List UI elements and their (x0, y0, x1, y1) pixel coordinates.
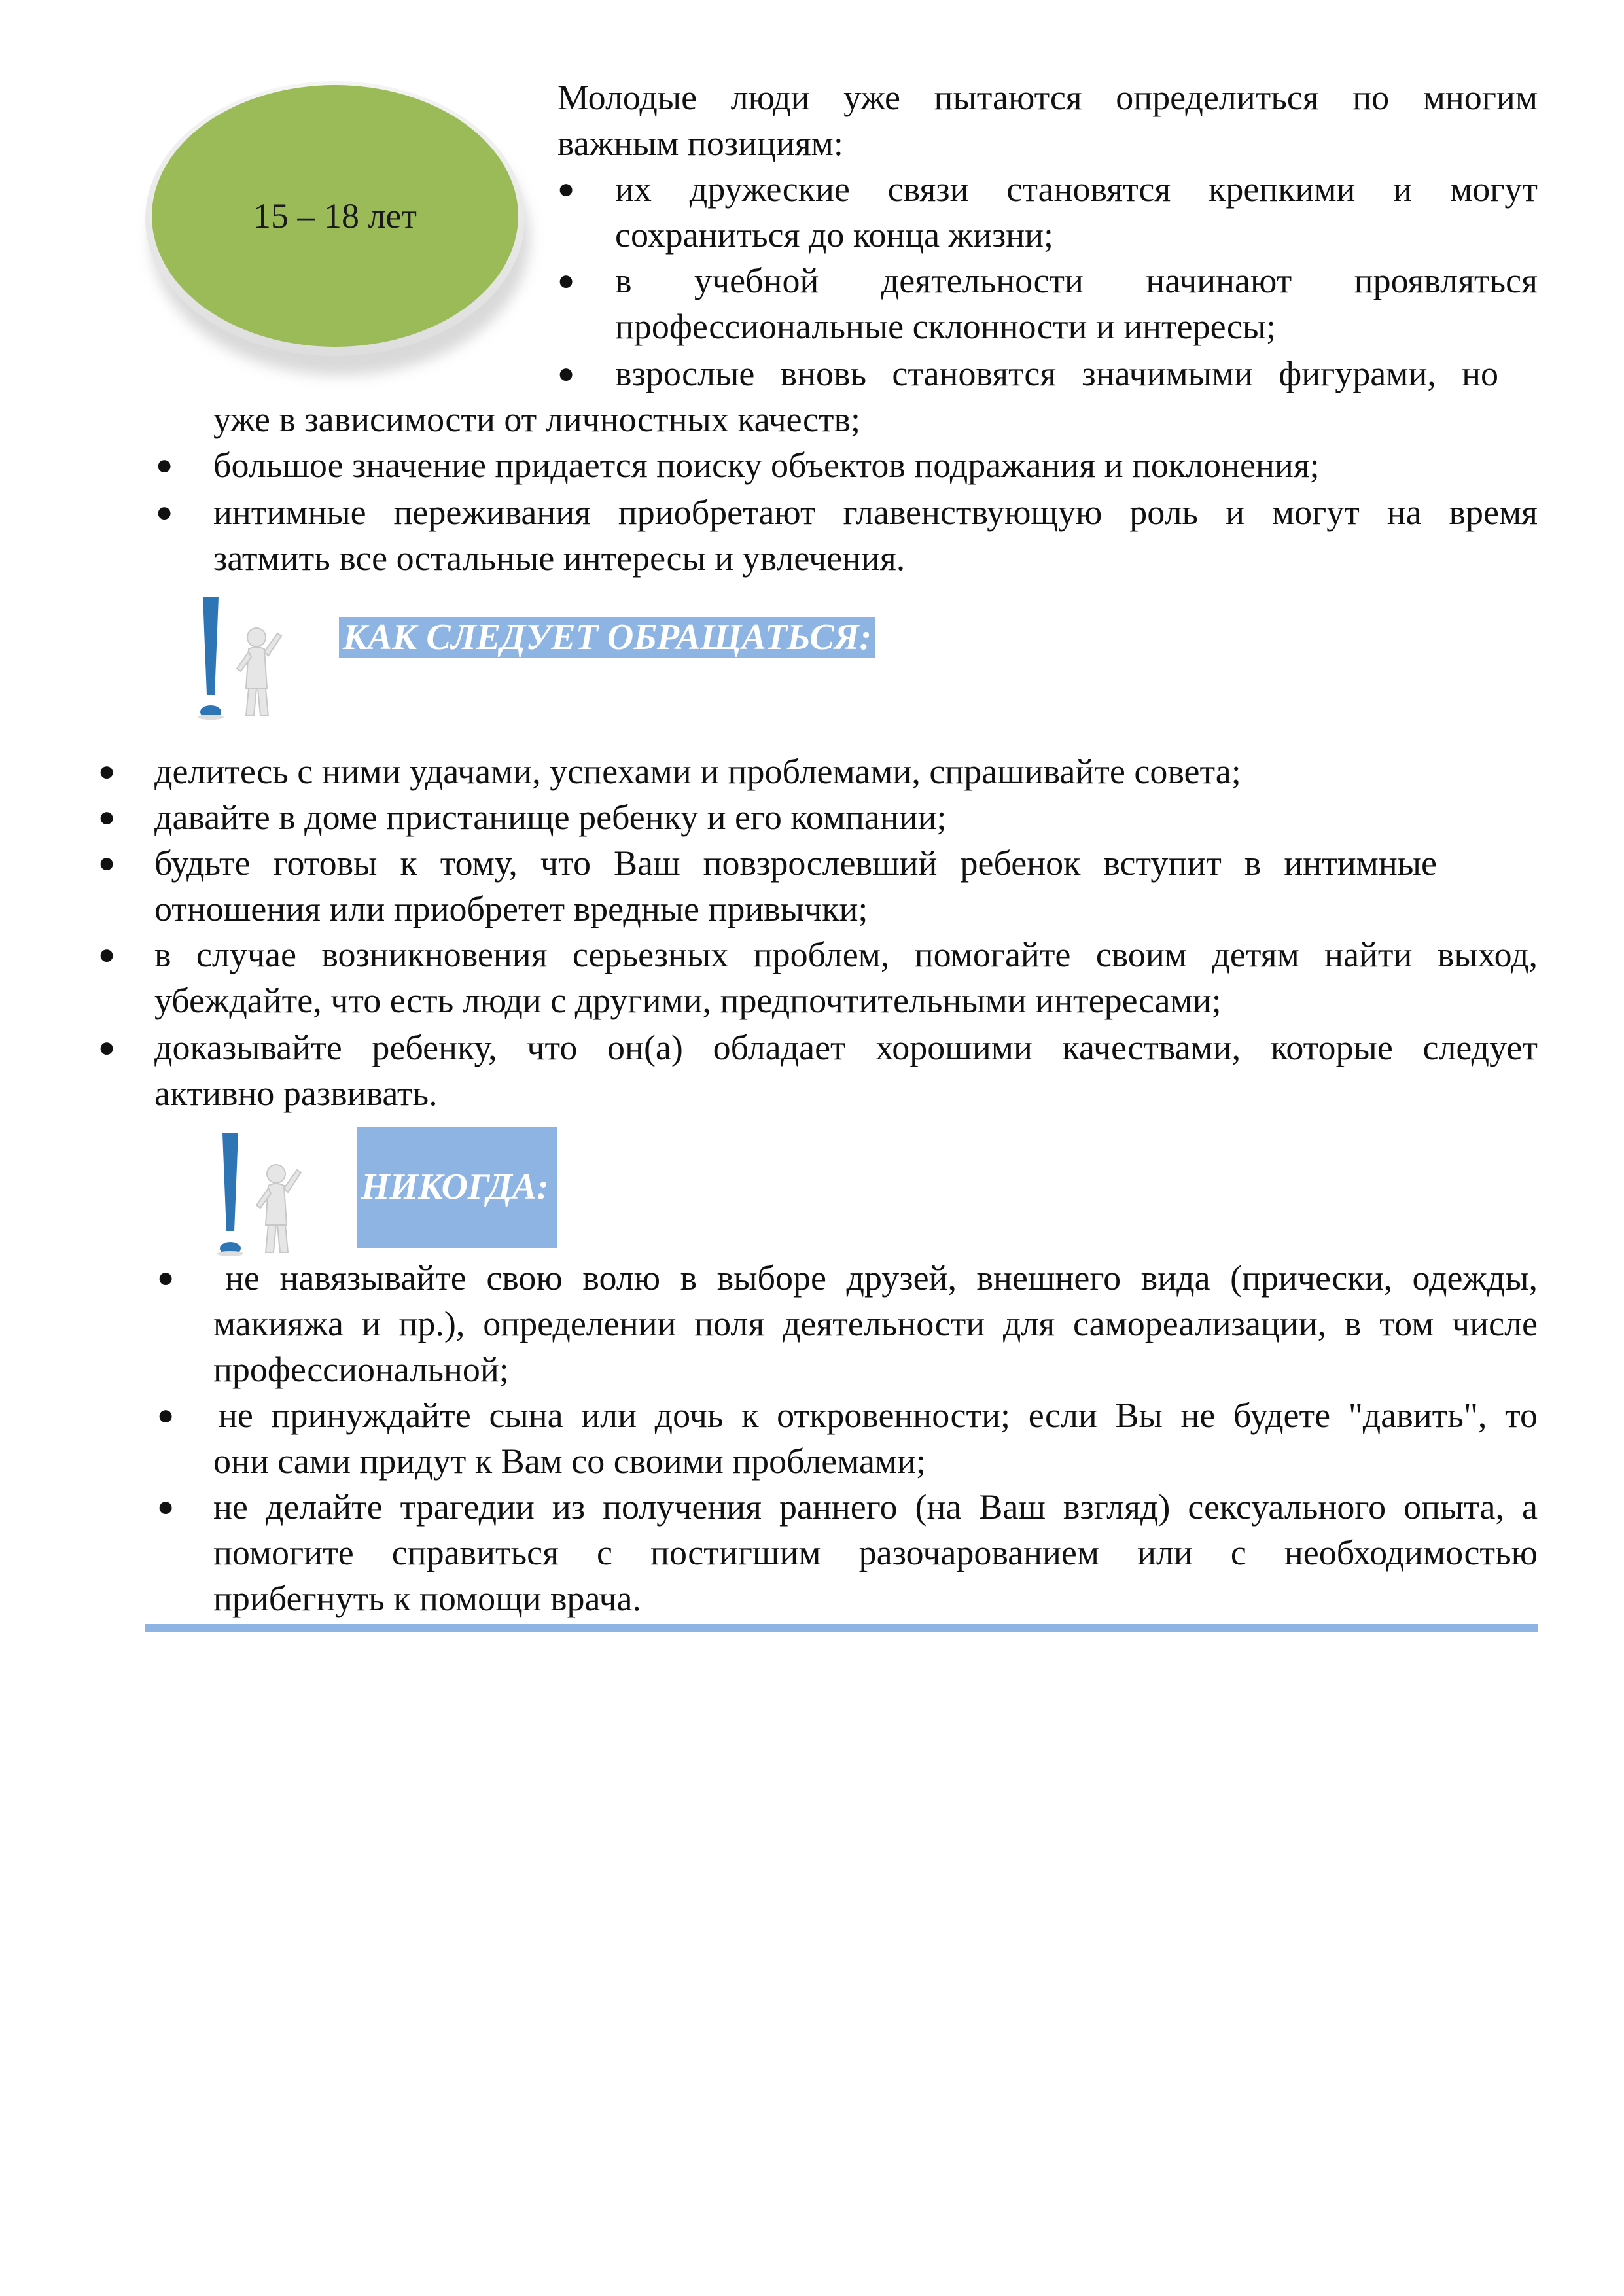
intro-line: Молодые люди уже пытаются определиться по многим (557, 78, 1538, 117)
trait-item (213, 489, 1538, 581)
trait-line: в учебной деятельности начинают проявляться (615, 261, 1538, 300)
trait-item (615, 166, 1538, 258)
how-to-line: будьте готовы к тому, что Ваш повзрослевший ребенок вступит в интимные (154, 843, 1437, 883)
bullet-icon: ● (97, 1031, 116, 1063)
never-line: не делайте трагедии из получения раннего (на Ваш взгляд) сексуального опыта, а (213, 1487, 1538, 1527)
bullet-icon: ● (156, 1491, 175, 1523)
never-item (213, 1484, 1538, 1621)
how-to-item (154, 840, 1437, 932)
trait-line: большое значение придается поиску объектов подражания и поклонения; (213, 446, 1320, 485)
bullet-icon: ● (155, 496, 173, 528)
trait-line: профессиональные склонности и интересы; (615, 307, 1277, 346)
bullet-icon: ● (156, 1399, 175, 1431)
trait-line: уже в зависимости от личностных качеств; (213, 400, 861, 439)
bullet-icon: ● (97, 801, 116, 833)
bottom-divider (145, 1624, 1538, 1632)
how-to-heading-box (339, 614, 875, 661)
bullet-icon: ● (557, 173, 575, 205)
how-to-line: делитесь с ними удачами, успехами и проблемами, спрашивайте совета; (154, 752, 1241, 791)
how-to-line: в случае возникновения серьезных проблем, помогайте своим детям найти выход, (154, 935, 1538, 974)
how-to-line: отношения или приобретет вредные привычки; (154, 889, 868, 928)
trait-line: их дружеские связи становятся крепкими и могут (615, 169, 1538, 209)
bullet-icon: ● (155, 449, 173, 481)
bullet-icon: ● (97, 847, 116, 879)
intro-line: важным позициям: (557, 124, 843, 163)
never-heading-box (357, 1127, 557, 1248)
never-line: помогите справиться с постигшим разочарованием или с необходимостью (213, 1533, 1538, 1572)
bullet-icon: ● (557, 264, 575, 296)
age-label: 15 – 18 лет (253, 196, 417, 236)
exclamation-person-icon (216, 1127, 314, 1258)
badge-ellipse (152, 85, 518, 347)
never-line: они сами придут к Вам со своими проблемами; (213, 1441, 927, 1481)
never-line: прибегнуть к помощи врача. (213, 1579, 641, 1618)
how-to-item (154, 794, 1538, 840)
bullet-icon: ● (97, 755, 116, 787)
trait-item (615, 258, 1538, 349)
never-line: не навязывайте свою волю в выборе друзей, внешнего вида (прически, одежды, (225, 1258, 1538, 1298)
how-to-line: убеждайте, что есть люди с другими, предпочтительными интересами; (154, 981, 1222, 1020)
trait-item-continuation (213, 397, 1538, 442)
never-item (213, 1392, 1538, 1484)
never-heading: НИКОГДА: (357, 1163, 549, 1210)
trait-line: сохраниться до конца жизни; (615, 215, 1053, 255)
how-to-line: доказывайте ребенку, что он(а) обладает хорошими качествами, которые следует (154, 1028, 1538, 1067)
how-to-heading: КАК СЛЕДУЕТ ОБРАЩАТЬСЯ: (339, 617, 875, 658)
trait-line: взрослые вновь становятся значимыми фигурами, но (615, 354, 1498, 393)
bullet-icon: ● (557, 357, 575, 389)
trait-line: затмить все остальные интересы и увлечения. (213, 539, 906, 578)
how-to-item (154, 749, 1538, 794)
bullet-icon: ● (156, 1262, 175, 1294)
how-to-item (154, 1025, 1538, 1116)
how-to-line: давайте в доме пристанище ребенку и его компании; (154, 798, 947, 837)
age-badge (145, 81, 535, 389)
never-line: не принуждайте сына или дочь к откровенности; если Вы не будете "давить", то (219, 1396, 1538, 1435)
how-to-item (154, 932, 1538, 1023)
exclamation-person-icon (196, 590, 294, 721)
trait-item (213, 442, 1538, 488)
bullet-icon: ● (97, 938, 116, 970)
intro-paragraph (557, 75, 1538, 166)
trait-item (615, 351, 1498, 397)
never-item (213, 1255, 1538, 1392)
never-line: профессиональной; (213, 1350, 509, 1389)
how-to-line: активно развивать. (154, 1074, 438, 1113)
never-line: макияжа и пр.), определении поля деятельности для самореализации, в том числе (213, 1304, 1538, 1343)
trait-line: интимные переживания приобретают главенствующую роль и могут на время (213, 493, 1538, 532)
